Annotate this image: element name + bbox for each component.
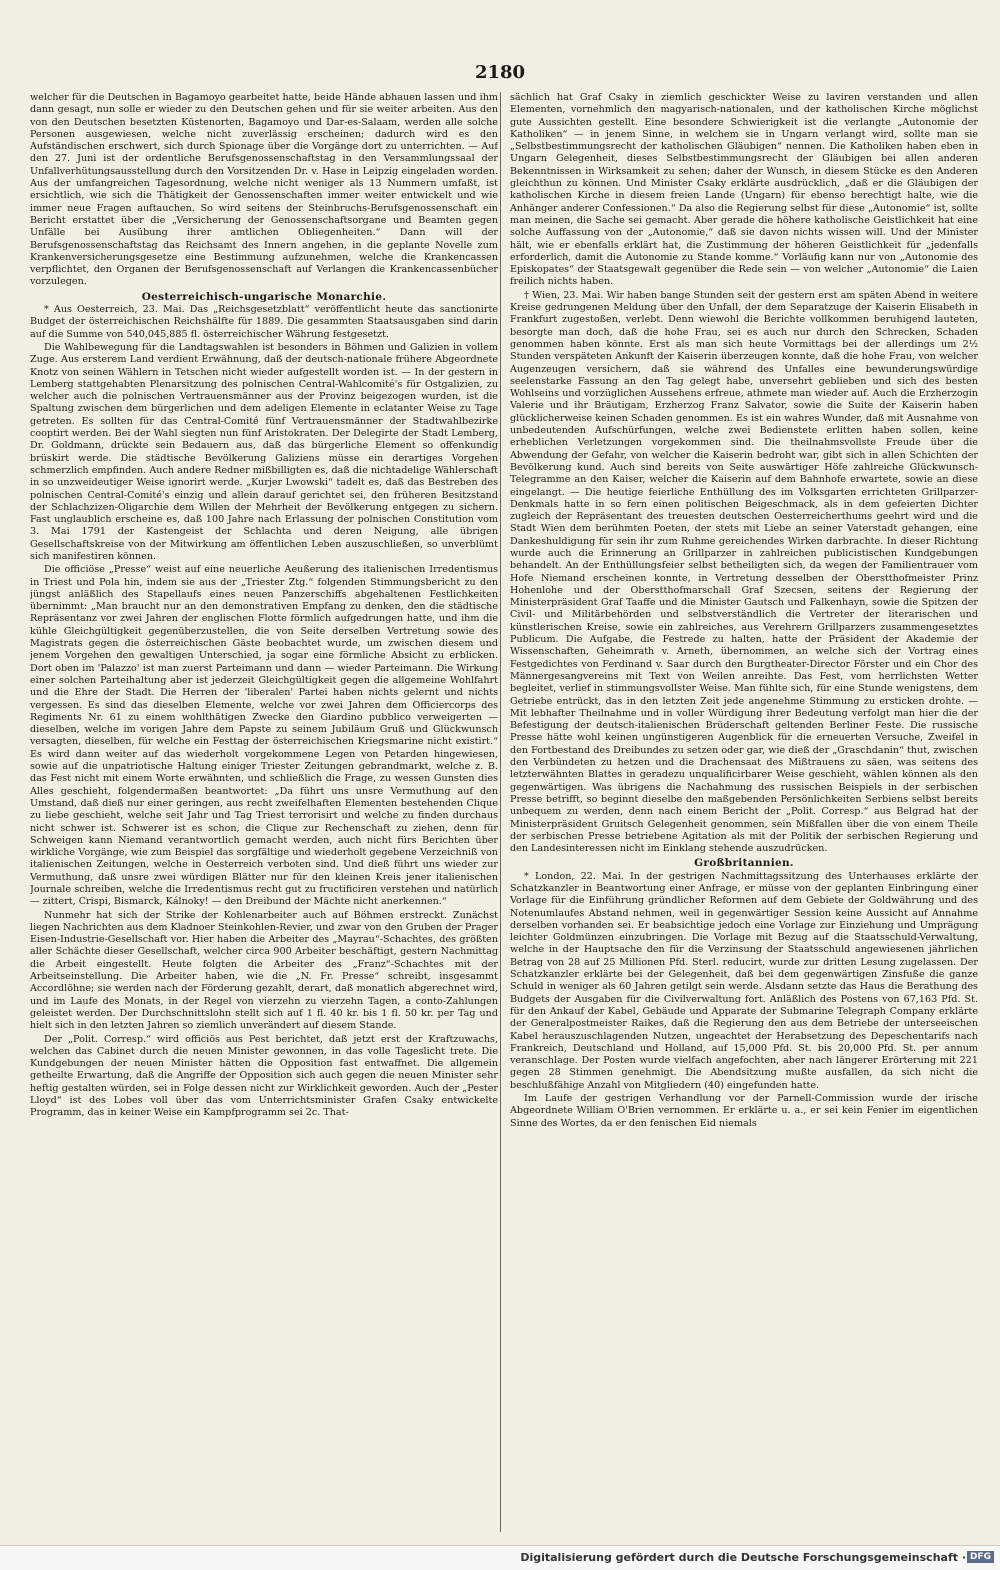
article-paragraph: welcher für die Deutschen in Bagamoyo gearbeitet hatte, beide Hände abhauen lassen und ihm dann gesagt, nun solle er wieder zu den Deutschen gehen und für sie weiter arbeiten. Aus den von den Deutschen besetzten Küstenorten, Bagamoyo und Dar-es-Salaam, werden alle solche Personen ausgewiesen, welche nicht zuverlässig erscheinen; dadurch wird es den Aufständischen erschwert, sich durch Spionage über die Vorgänge dort zu unterrichten. — Auf den 27. Juni ist der ordentliche Berufsgenossenschaftstag in den Versammlungssaal der Unfallverhütungsausstellung durch den Vorsitzenden Dr. v. Hase in Leipzig eingeladen worden. Aus der umfangreichen Tagesordnung, welche nicht weniger als 13 Nummern umfaßt, ist ersichtlich, wie sich die Thätigkeit der Genossenschaften immer weiter entwickelt und wie immer neue Fragen auftauchen. So wird seitens der Steinbruchs-Berufsgenossenschaft ein Bericht erstattet über die „Versicherung der Genossenschaftsorgane und Beamten gegen Unfälle bei Ausübung ihrer amtlichen Obliegenheiten.“ Dann will der Berufsgenossenschaftstag das Reichsamt des Innern angehen, in die geplante Novelle zum Krankenversicherungsgesetze eine Bestimmung aufzunehmen, welche die Krankencassen verpflichtet, den Organen der Berufsgenossenschaft auf Verlangen die Krankencassenbücher vorzulegen. [30, 92, 498, 288]
dfg-logo: DFG [967, 1551, 994, 1563]
article-paragraph: sächlich hat Graf Csaky in ziemlich geschickter Weise zu laviren verstanden und allen Elementen, vornehmlich den magyarisch-nationalen, und der katholischen Kirche möglichst gute Aussichten gestellt. Eine besondere Schwierigkeit ist die verlangte „Autonomie der Katholiken“ — in jenem Sinne, in welchem sie in Ungarn verlangt wird, sollte man sie „Selbstbestimmungsrecht der katholischen Gläubigen“ nennen. Die Katholiken haben eben in Ungarn Gelegenheit, dieses Selbstbestimmungsrecht der Gläubigen bei allen anderen Bekenntnissen in Wirksamkeit zu sehen; daher der Wunsch, in diesem Stücke es den Anderen gleichthun zu können. Und Minister Csaky erklärte ausdrücklich, „daß er die Gläubigen der katholischen Kirche in diesem freien Lande (Ungarn) für ebenso berechtigt halte, wie die Anhänger anderer Confessionen.“ Da also die Regierung selbst für diese „Autonomie“ ist, sollte man meinen, die Sache sei gemacht. Aber gerade die höhere katholische Geistlichkeit hat eine solche Auffassung von der „Autonomie,“ daß sie davon nichts wissen will. Und der Minister hält, wie er ebenfalls erklärt hat, die Zustimmung der höheren Geistlichkeit für „jedenfalls erforderlich, damit die Autonomie zu Stande komme.“ Vorläufig kann nur von „Autonomie des Episkopates“ der Staatsgewalt gegenüber die Rede sein — von welcher „Autonomie“ die Laien freilich nichts haben. [510, 92, 978, 288]
article-paragraph: * London, 22. Mai. In der gestrigen Nachmittagssitzung des Unterhauses erklärte der Schatzkanzler in Beantwortung einer Anfrage, er müsse von der geplanten Einbringung einer Vorlage für die Einführung gründlicher Reformen auf dem Gebiete der Goldwährung und des Notenumlaufes Abstand nehmen, weil in gegenwärtiger Session keine Aussicht auf Annahme derselben vorhanden sei. Er beabsichtige jedoch eine Vorlage zur Einziehung und Umprägung leichter Goldmünzen einzubringen. Die Vorlage mit Bezug auf die Staatsschuld-Verwaltung, welche in der Hauptsache den für die Verzinsung der Staatsschuld angewiesenen jährlichen Betrag von 28 auf 25 Millionen Pfd. Sterl. reducirt, wurde zur dritten Lesung zugelassen. Der Schatzkanzler erklärte bei der Gelegenheit, daß bei dem gegenwärtigen Zinsfuße die ganze Schuld in weniger als 60 Jahren getilgt sein werde. Alsdann setzte das Haus die Berathung des Budgets der Ausgaben für die Civilverwaltung fort. Anläßlich des Postens von 67,163 Pfd. St. für den Ankauf der Kabel, Gebäude und Apparate der Submarine Telegraph Company erklärte der Generalpostmeister Raikes, daß die Regierung den aus dem Betriebe der unterseeischen Kabel herauszuschlagenden Nutzen, ungeachtet der Herabsetzung des Depeschentarifs nach Frankreich, Deutschland und Holland, auf 15,000 Pfd. St. bis 20,000 Pfd. St. per annum veranschlage. Der Posten wurde vielfach angefochten, aber nach längerer Erörterung mit 221 gegen 28 Stimmen genehmigt. Die Abendsitzung mußte ausfallen, da sich nicht die beschlußfähige Anzahl von Mitgliedern (40) eingefunden hatte. [510, 870, 978, 1091]
section-heading: Oesterreichisch-ungarische Monarchie. [141, 290, 387, 303]
article-paragraph: † Wien, 23. Mai. Wir haben bange Stunden seit der gestern erst am späten Abend in weitere Kreise gedrungenen Meldung über den Unfall, der dem Separatzuge der Kaiserin Elisabeth in Frankfurt zugestoßen, verlebt. Denn wiewohl die Berichte vollkommen beruhigend lauteten, besorgte man doch, daß die hohe Frau, sei es auch nur durch den Schrecken, Schaden genommen haben könnte. Erst als man sich heute Vormittags bei der allerdings um 2½ Stunden verspäteten Ankunft der Kaiserin überzeugen konnte, daß die hohe Frau, von welcher Augenzeugen versichern, daß sie während des Unfalles eine bewunderungswürdige seelenstarke Fassung an den Tag gelegt habe, unversehrt geblieben und sich des besten Wohlseins und vorzüglichen Aussehens erfreue, athmete man wieder auf. Auch die Erzherzogin Valerie und ihr Bräutigam, Erzherzog Franz Salvator, sowie die Suite der Kaiserin haben glücklicherweise keinen Schaden genommen. Es ist ein wahres Wunder, daß mit Ausnahme von unbedeutenden Aufschürfungen, welche zwei Bedienstete erlitten haben sollen, keine erheblichen Verletzungen vorgekommen sind. Die theilnahmsvollste Freude über die Abwendung der Gefahr, von welcher die Kaiserin bedroht war, gibt sich in allen Schichten der Bevölkerung kund. Auch sind bereits von Seite auswärtiger Höfe zahlreiche Glückwunsch-Telegramme an den Kaiser, welcher die Kaiserin auf dem Bahnhofe erwartete, sowie an diese eingelangt. — Die heutige feierliche Enthüllung des im Volksgarten errichteten Grillparzer-Denkmals hatte in so fern einen politischen Beigeschmack, als in dem gefeierten Dichter zugleich der Repräsentant des treuesten deutschen Oesterreicherthums geehrt wird und die Stadt Wien dem berühmten Poeten, der stets mit Liebe an seiner Vaterstadt gehangen, eine Dankeshuldigung für sein ihr zum Ruhme gereichendes Wirken darbrachte. In dieser Richtung wurde auch die Erinnerung an Grillparzer in zahlreichen publicistischen Kundgebungen behandelt. An der Enthüllungsfeier selbst betheiligten sich, da wegen der Familientrauer vom Hofe Niemand erscheinen konnte, in Vertretung desselben der Oberstthofmeister Prinz Hohenlohe und der Oberstthofmarschall Graf Szecsen, seitens der Regierung der Ministerpräsident Graf Taaffe und die Minister Gautsch und Falkenhayn, sowie die Spitzen der Civil- und Militärbehörden und selbstverständlich die Vertreter der literarischen und künstlerischen Kreise, sowie ein zahlreiches, aus Verehrern Grillparzers zusammengesetztes Publicum. Die Aufgabe, die Festrede zu halten, hatte der Präsident der Akademie der Wissenschaften, Geheimrath v. Arneth, übernommen, an welche sich der Vortrag eines Festgedichtes von Ferdinand v. Saar durch den Burgtheater-Director Förster und ein Chor des Männergesangvereins mit Text von Weilen anreihte. Das Fest, vom herrlichsten Wetter begleitet, verlief in stimmungsvollster Weise. Man fühlte sich, für eine Stunde wenigstens, dem Getriebe entrückt, das in den letzten Zeit jede angenehme Stimmung zu ersticken drohte. — Mit lebhafter Theilnahme und in voller Würdigung ihrer Bedeutung verfolgt man hier die der Befestigung der deutsch-italienischen Brüderschaft geltenden Berliner Feste. Die russische Presse hätte wohl keinen ungünstigeren Augenblick für die erneuerten Versuche, Zweifel in den Fortbestand des Dreibundes zu setzen oder gar, wie dieß der „Graschdanin“ thut, zwischen den Verbündeten zu hetzen und die Drachensaat des Mißtrauens zu säen, was seitens des letzterwähnten Blattes in geradezu unqualificirbarer Weise geschieht, wählen können als den gegenwärtigen. Was übrigens die Nachahmung des russischen Beispiels in der serbischen Presse betrifft, so beginnt dieselbe den maßgebenden Persönlichkeiten Serbiens selbst bereits unbequem zu werden, denn nach einem Bericht der „Polit. Corresp.“ aus Belgrad hat der Ministerpräsident Gruitsch Gelegenheit genommen, sein Mißfallen über die von einem Theile der serbischen Presse betriebene Agitation als mit der Politik der serbischen Regierung und den Landesinteressen nicht im Einklang stehende auszudrücken. [510, 289, 978, 855]
article-paragraph: Nunmehr hat sich der Strike der Kohlenarbeiter auch auf Böhmen erstreckt. Zunächst liegen Nachrichten aus dem Kladnoer Steinkohlen-Revier, und zwar von den Gruben der Prager Eisen-Industrie-Gesellschaft vor. Hier haben die Arbeiter des „Mayrau“-Schachtes, des größten aller Schächte dieser Gesellschaft, welcher circa 900 Arbeiter beschäftigt, gestern Nachmittag die Arbeit eingestellt. Heute folgten die Arbeiter des „Franz“-Schachtes mit der Arbeitseinstellung. Die Arbeiter haben, wie die „N. Fr. Presse“ schreibt, insgesammt Accordlöhne; sie werden nach der Förderung gezahlt, derart, daß monatlich abgerechnet wird, und im Laufe des Monats, in der Regel von vierzehn zu vierzehn Tagen, a conto-Zahlungen geleistet werden. Der Durchschnittslohn stellt sich auf 1 fl. 40 kr. bis 1 fl. 50 kr. per Tag und hielt sich in den letzten Jahren so ziemlich unverändert auf diesem Stande. [30, 909, 498, 1032]
section-heading: Großbritannien. [694, 857, 794, 870]
page-number: 2180 [474, 62, 526, 83]
article-paragraph: Die Wahlbewegung für die Landtagswahlen ist besonders in Böhmen und Galizien in vollem Zuge. Aus ersterem Land verdient Erwähnung, daß der deutsch-nationale frühere Abgeordnete Knotz von seinen Wählern in Tetschen nicht wieder aufgestellt worden ist. — In der gestern in Lemberg stattgehabten Plenarsitzung des polnischen Central-Wahlcomité's für Ostgalizien, zu welcher auch die polnischen Vertrauensmänner aus der Provinz beigezogen wurden, ist die Spaltung zwischen dem bürgerlichen und dem adeligen Elemente in eclatanter Weise zu Tage getreten. Es sollten für das Central-Comité fünf Vertrauensmänner der Stadtwahlbezirke cooptirt werden. Bei der Wahl siegten nun fünf Aristokraten. Der Delegirte der Stadt Lemberg, Dr. Goldmann, drückte sein Bedauern aus, daß das bürgerliche Element so offenkundig brüskirt werde. Die städtische Bevölkerung Galiziens müsse ein derartiges Vorgehen schmerzlich empfinden. Auch andere Redner mißbilligten es, daß die nichtadelige Wählerschaft in so unzweideutiger Weise ignorirt werde. „Kurjer Lwowski“ tadelt es, daß das Bestreben des polnischen Central-Comité's einzig und allein darauf gerichtet sei, den früheren Besitzstand der Schlachzizen-Oligarchie dem Willen der Mehrheit der Bevölkerung entgegen zu sichern. Fast unglaublich erscheine es, daß 100 Jahre nach Erlassung der polnischen Constitution vom 3. Mai 1791 der Kastengeist der Schlachta und deren Neigung, alle übrigen Gesellschaftskreise von der Mitwirkung am öffentlichen Leben auszuschließen, so unverblümt sich manifestiren können. [30, 341, 498, 562]
left-column [30, 92, 498, 1532]
article-paragraph: Im Laufe der gestrigen Verhandlung vor der Parnell-Commission wurde der irische Abgeordnete William O'Brien vernommen. Er erklärte u. a., er sei kein Fenier im eigentlichen Sinne des Wortes, da er den fenischen Eid niemals [510, 1093, 978, 1129]
footer-bar [0, 1545, 1000, 1570]
article-paragraph: Die officiöse „Presse“ weist auf eine neuerliche Aeußerung des italienischen Irredentismus in Triest und Pola hin, indem sie aus der „Triester Ztg.“ folgenden Stimmungsbericht zu den jüngst anläßlich des Stapellaufs eines neuen Panzerschiffs abgehaltenen Festlichkeiten übernimmt: „Man braucht nur an den demonstrativen Empfang zu denken, den die städtische Repräsentanz vor zwei Jahren der englischen Flotte förmlich aufgedrungen hatte, und ihm die kühle Gleichgültigkeit gegenüberzustellen, die von Seite derselben Vertretung sowie des Magistrats gegen die österreichischen Gäste beobachtet wurde, um zwischen diesem und jenem Vorgehen den gewaltigen Unterschied, ja sogar eine förmliche Absicht zu erblicken. Dort oben im 'Palazzo' ist man zuerst Parteimann und dann — wieder Parteimann. Die Wirkung einer solchen Parteihaltung aber ist jederzeit Gleichgültigkeit gegen die allgemeine Wohlfahrt und die Ehre der Stadt. Die Herren der 'liberalen' Partei haben nichts gelernt und nichts vergessen. Es sind das dieselben Elemente, welche vor zwei Jahren dem Officiercorps des Regiments Nr. 61 zu einem wohlthätigen Zwecke den Giardino pubblico verweigerten — dieselben, welche im vorigen Jahre dem Papste zu seinem Jubiläum Gruß und Glückwunsch versagten, dieselben, für welche ein Festtag der österreichischen Kriegsmarine nicht existirt.“ Es wird dann weiter auf das wiederholt vorgekommene Legen von Petarden hingewiesen, sowie auf die unpatriotische Haltung einiger Triester Zeitungen gebrandmarkt, welche z. B. das Fest nicht mit einem Worte erwähnten, und schließlich die Frage, zu wessen Gunsten dies Alles geschieht, folgendermaßen beantwortet: „Da führt uns unsre Vermuthung auf den Umstand, daß dieß nur einer geringen, aus recht zweifelhaften Elementen bestehenden Clique zu liebe geschieht, welche seit Jahr und Tag Triest terrorisirt und welche zu finden durchaus nicht schwer ist. Schwerer ist es schon, die Clique zur Rechenschaft zu ziehen, denn für Schweigen kann Niemand verantwortlich gemacht werden, auch nicht fürs Berichten über wirkliche Vorgänge, wie zum Beispiel das sorgfältige und wiederholt gegebene Verzeichniß von italienischen Zeitungen, welche in Oesterreich verboten sind. Und dieß führt uns wieder zur Vermuthung, daß unsre zwei würdigen Blätter nur für den kleinen Kreis jener italienischen Journale schreiben, welche die Irredentismus recht gut zu fructificiren verstehen und natürlich — zittert, Crispi, Bismarck, Kálnoky! — den Dreibund der Mächte nicht anerkennen.“ [30, 564, 498, 908]
column-divider [500, 92, 501, 1532]
article-paragraph: Der „Polit. Corresp.“ wird officiös aus Pest berichtet, daß jetzt erst der Kraftzuwachs, welchen das Cabinet durch die neuen Minister gewonnen, in das volle Tageslicht trete. Die Kundgebungen der neuen Minister hätten die Opposition fast entwaffnet. Die allgemein getheilte Erwartung, daß die Angriffe der Opposition sich auch gegen die neuen Minister sehr heftig gestalten würden, sei in Folge dessen nicht zur Wirklichkeit geworden. Auch der „Pester Lloyd“ ist des Lobes voll über das vom Unterrichtsminister Grafen Csaky entwickelte Programm, das in keiner Weise ein Kampfprogramm sei 2c. That- [30, 1033, 498, 1119]
article-paragraph: * Aus Oesterreich, 23. Mai. Das „Reichsgesetzblatt“ veröffentlicht heute das sanctionirte Budget der österreichischen Reichshälfte für 1889. Die gesammten Staatsausgaben sind darin auf die Summe von 540,045,885 fl. österreichischer Währung festgesetzt. [30, 304, 498, 340]
right-column [510, 92, 978, 1532]
footer-credit: Digitalisierung gefördert durch die Deutsche Forschungsgemeinschaft · [520, 1551, 966, 1564]
